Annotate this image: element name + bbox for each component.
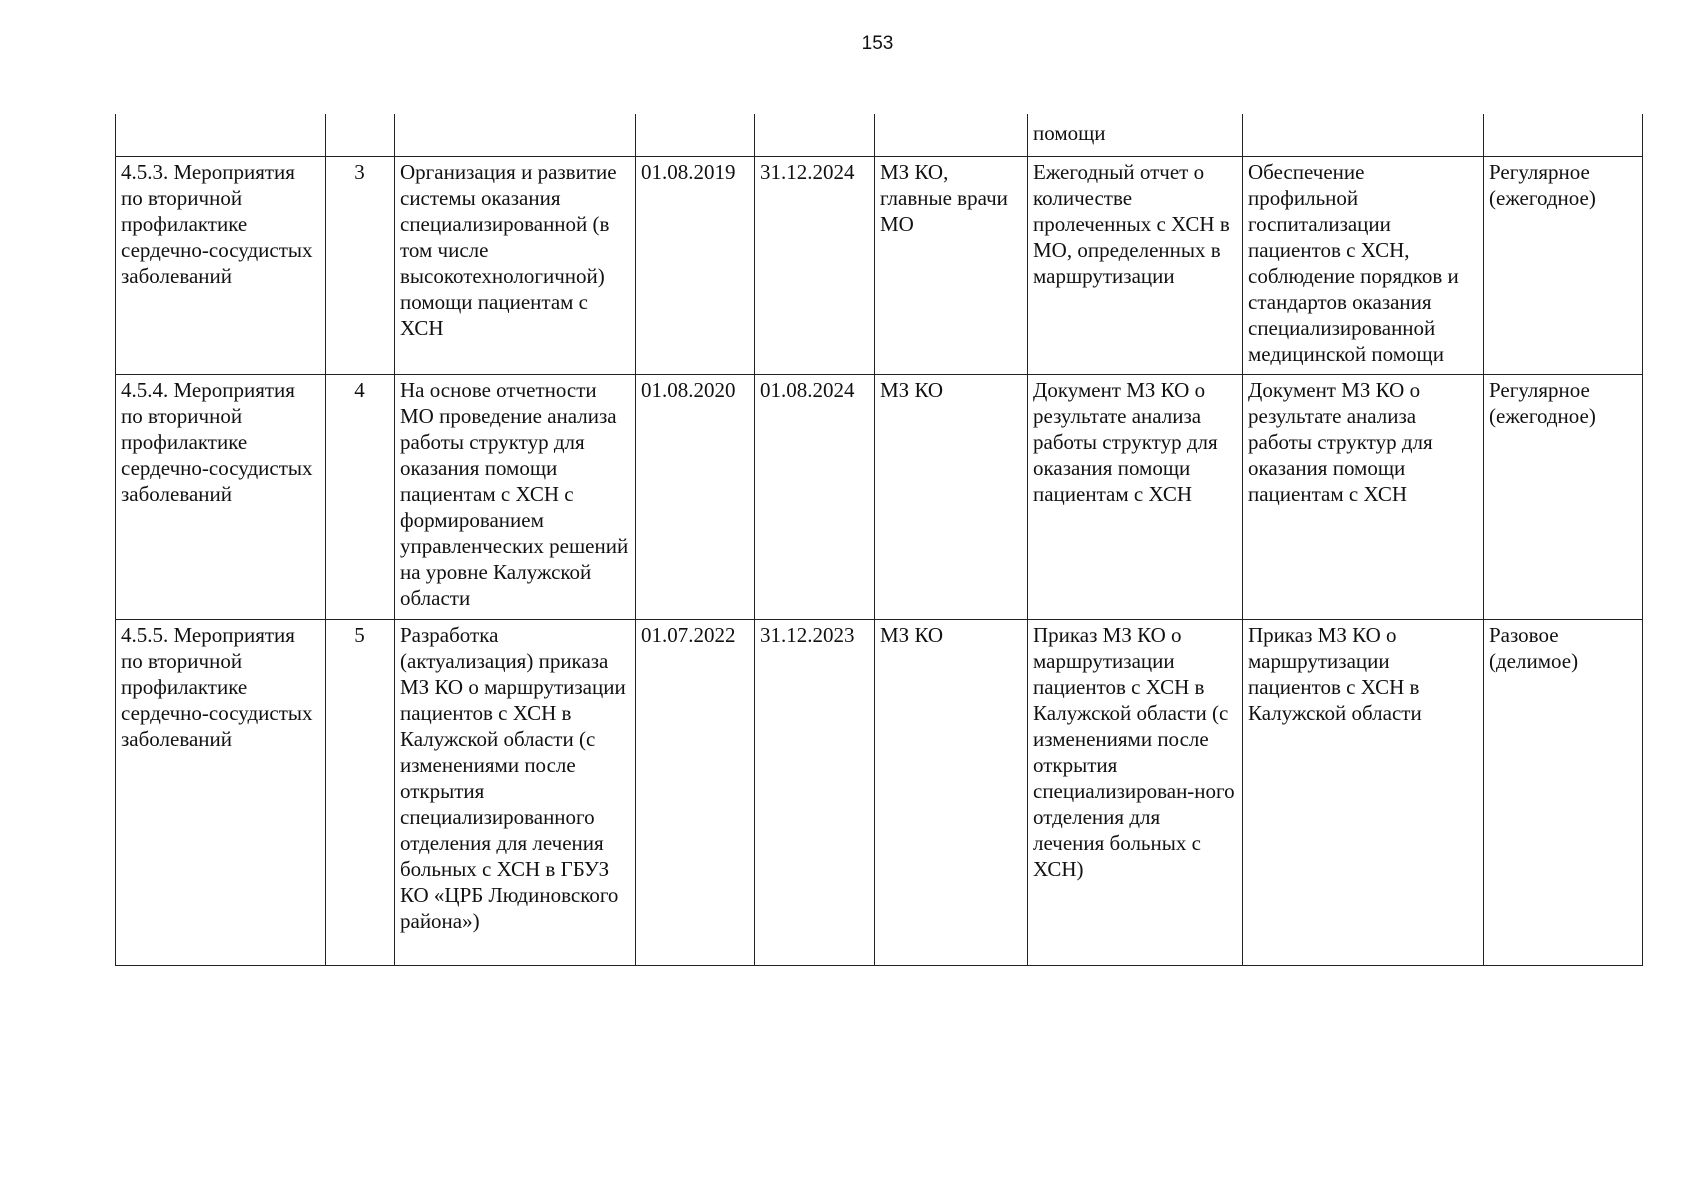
end-date-cell: 31.12.2023 — [755, 620, 875, 966]
table-cell — [1484, 114, 1643, 157]
result-cell: Документ МЗ КО о результате анализа работы структур для оказания помощи пациентам с ХСН — [1243, 375, 1484, 620]
end-date-cell: 01.08.2024 — [755, 375, 875, 620]
responsible-cell: МЗ КО, главные врачи МО — [875, 157, 1028, 375]
number-cell: 5 — [326, 620, 395, 966]
document-cell: Ежегодный отчет о количестве пролеченных с ХСН в МО, определенных в маршрутизации — [1028, 157, 1243, 375]
end-date-cell: 31.12.2024 — [755, 157, 875, 375]
table-row — [116, 157, 1643, 375]
event-cell: 4.5.3. Мероприятия по вторичной профилактике сердечно-сосудистых заболеваний — [116, 157, 326, 375]
table-row-continuation — [116, 114, 1643, 157]
start-date-cell: 01.08.2020 — [636, 375, 755, 620]
table-cell — [636, 114, 755, 157]
responsible-cell: МЗ КО — [875, 620, 1028, 966]
table-row — [116, 620, 1643, 966]
activities-table — [115, 114, 1643, 966]
description-cell: На основе отчетности МО проведение анализа работы структур для оказания помощи пациентам с ХСН с формированием управленческих решений на уровне Калужской области — [395, 375, 636, 620]
description-cell: Организация и развитие системы оказания специализированной (в том числе высокотехнологичной) помощи пациентам с ХСН — [395, 157, 636, 375]
table-row — [116, 375, 1643, 620]
document-cell: Приказ МЗ КО о маршрутизации пациентов с ХСН в Калужской области (с изменениями после открытия специализирован-ного отделения для лечения больных с ХСН) — [1028, 620, 1243, 966]
start-date-cell: 01.08.2019 — [636, 157, 755, 375]
page-number: 153 — [861, 33, 894, 54]
table-cell-document: помощи — [1028, 114, 1243, 157]
table-cell — [326, 114, 395, 157]
description-cell: Разработка (актуализация) приказа МЗ КО о маршрутизации пациентов с ХСН в Калужской области (с изменениями после открытия специализированного отделения для лечения больных с ХСН в ГБУЗ КО «ЦРБ Людиновского района») — [395, 620, 636, 966]
table-cell — [395, 114, 636, 157]
responsible-cell: МЗ КО — [875, 375, 1028, 620]
result-cell: Приказ МЗ КО о маршрутизации пациентов с ХСН в Калужской области — [1243, 620, 1484, 966]
start-date-cell: 01.07.2022 — [636, 620, 755, 966]
event-cell: 4.5.4. Мероприятия по вторичной профилактике сердечно-сосудистых заболеваний — [116, 375, 326, 620]
frequency-cell: Регулярное (ежегодное) — [1484, 375, 1643, 620]
table-cell — [1243, 114, 1484, 157]
result-cell: Обеспечение профильной госпитализации пациентов с ХСН, соблюдение порядков и стандартов оказания специализированной медицинской помощи — [1243, 157, 1484, 375]
document-cell: Документ МЗ КО о результате анализа работы структур для оказания помощи пациентам с ХСН — [1028, 375, 1243, 620]
table-cell — [755, 114, 875, 157]
frequency-cell: Регулярное (ежегодное) — [1484, 157, 1643, 375]
table-cell — [116, 114, 326, 157]
number-cell: 4 — [326, 375, 395, 620]
number-cell: 3 — [326, 157, 395, 375]
frequency-cell: Разовое (делимое) — [1484, 620, 1643, 966]
event-cell: 4.5.5. Мероприятия по вторичной профилактике сердечно-сосудистых заболеваний — [116, 620, 326, 966]
table-cell — [875, 114, 1028, 157]
